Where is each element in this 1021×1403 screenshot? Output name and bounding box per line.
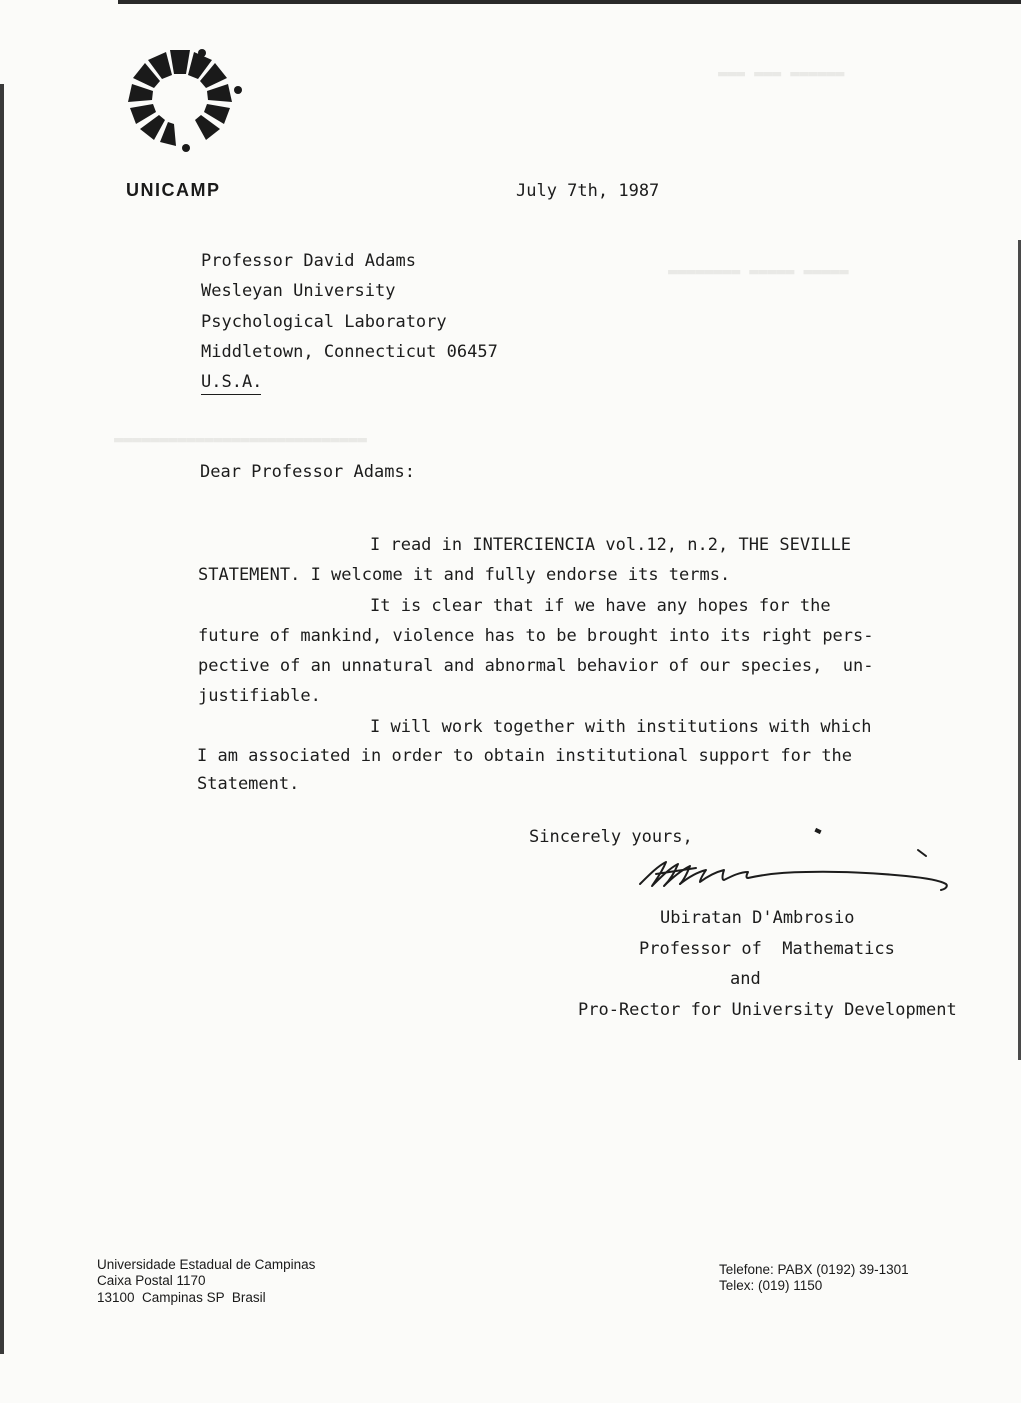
brand-name: UNICAMP (126, 180, 221, 200)
country-underline (201, 394, 261, 395)
scan-edge-left (0, 84, 4, 1354)
bleed-through: ▬▬▬▬▬▬▬▬▬▬▬▬▬▬▬▬▬▬▬▬▬▬▬▬▬▬▬▬ (114, 430, 367, 448)
footer-address-line: Universidade Estadual de Campinas (97, 1257, 316, 1272)
ink-mark (814, 828, 821, 834)
handwritten-signature (636, 846, 956, 898)
recipient-line: Wesleyan University (201, 281, 396, 301)
body-line: I read in INTERCIENCIA vol.12, n.2, THE SEVILLE (370, 535, 852, 555)
body-line: future of mankind, violence has to be brought into its right pers- (198, 626, 874, 646)
unicamp-logo (118, 48, 246, 154)
recipient-line: Professor David Adams (201, 251, 416, 271)
body-line: I am associated in order to obtain institutional support for the (197, 746, 853, 766)
recipient-line: U.S.A. (201, 372, 263, 392)
recipient-line: Psychological Laboratory (201, 312, 447, 332)
footer-address-line: 13100 Campinas SP Brasil (97, 1290, 266, 1305)
body-line: justifiable. (198, 686, 321, 706)
signatory-name: Ubiratan D'Ambrosio (660, 908, 855, 928)
body-line: pective of an unnatural and abnormal behavior of our species, un- (198, 656, 874, 676)
salutation: Dear Professor Adams: (200, 462, 415, 482)
signatory-title-and: and (730, 969, 761, 989)
letter-date: July 7th, 1987 (516, 181, 660, 201)
footer-contact-line: Telex: (019) 1150 (719, 1278, 823, 1293)
recipient-line: Middletown, Connecticut 06457 (201, 342, 498, 362)
body-line: STATEMENT. I welcome it and fully endorse its terms. (198, 565, 731, 585)
signatory-title: Professor of Mathematics (639, 939, 895, 959)
footer-contact-line: Telefone: PABX (0192) 39-1301 (719, 1262, 909, 1277)
bleed-through: ▬▬▬▬▬▬▬▬ ▬▬▬▬▬ ▬▬▬▬▬ (668, 262, 849, 280)
bleed-through: ▬▬▬ ▬▬▬ ▬▬▬▬▬▬ (718, 64, 845, 82)
valediction: Sincerely yours, (529, 827, 693, 847)
body-line: It is clear that if we have any hopes for the (370, 596, 831, 616)
footer-address-line: Caixa Postal 1170 (97, 1273, 206, 1288)
signatory-title: Pro-Rector for University Development (578, 1000, 957, 1020)
body-line: I will work together with institutions with which (370, 717, 872, 737)
scan-edge-top (118, 0, 1021, 4)
body-line: Statement. (197, 774, 300, 794)
